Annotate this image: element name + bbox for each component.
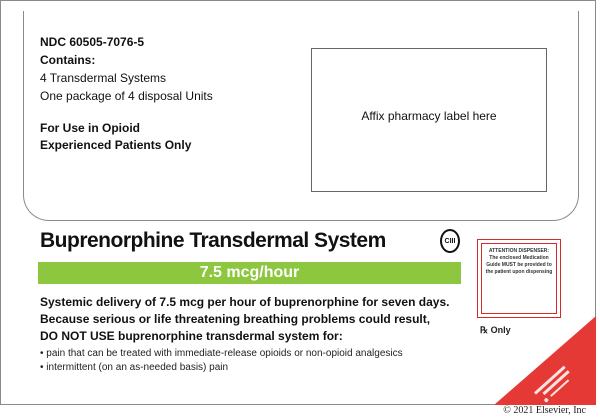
schedule-symbol-text: CIII bbox=[444, 238, 456, 245]
contains-line: 4 Transdermal Systems bbox=[40, 71, 167, 85]
description-line: Because serious or life threatening breathing problems could result, bbox=[40, 312, 431, 326]
rx-only-label: ℞ Only bbox=[480, 325, 511, 335]
description-line: DO NOT USE buprenorphine transdermal system for: bbox=[40, 329, 343, 343]
bullet-icon: • bbox=[40, 362, 47, 373]
schedule-symbol-icon bbox=[440, 229, 460, 253]
ndc-number: NDC 60505-7076-5 bbox=[40, 35, 145, 49]
pharmacy-label-text: Affix pharmacy label here bbox=[361, 109, 497, 123]
contraindication-bullet bbox=[40, 348, 403, 359]
attention-inner-border bbox=[481, 243, 557, 314]
corner-tab-icon bbox=[494, 316, 596, 405]
contraindication-bullet bbox=[40, 362, 228, 373]
opioid-use-line: Experienced Patients Only bbox=[40, 138, 192, 152]
bullet-text: intermittent (on an as-needed basis) pain bbox=[46, 362, 229, 373]
bullet-icon: • bbox=[40, 348, 47, 359]
opioid-use-line: For Use in Opioid bbox=[40, 121, 141, 135]
dose-strength: 7.5 mcg/hour bbox=[199, 264, 300, 281]
contains-label: Contains: bbox=[40, 53, 96, 67]
description-line: Systemic delivery of 7.5 mcg per hour of buprenorphine for seven days. bbox=[40, 295, 450, 309]
attention-dispenser-text: ATTENTION DISPENSER: The enclosed Medication Guide MUST be provided to the patient upon dispensing bbox=[485, 248, 553, 275]
product-title: Buprenorphine Transdermal System bbox=[40, 229, 386, 252]
dose-bar bbox=[38, 262, 461, 284]
pharmacy-label-box bbox=[311, 48, 547, 192]
contains-line: One package of 4 disposal Units bbox=[40, 89, 213, 103]
copyright-notice: © 2021 Elsevier, Inc bbox=[503, 405, 586, 416]
bullet-text: pain that can be treated with immediate-release opioids or non-opioid analgesics bbox=[46, 348, 403, 359]
attention-dispenser-box bbox=[477, 239, 561, 318]
